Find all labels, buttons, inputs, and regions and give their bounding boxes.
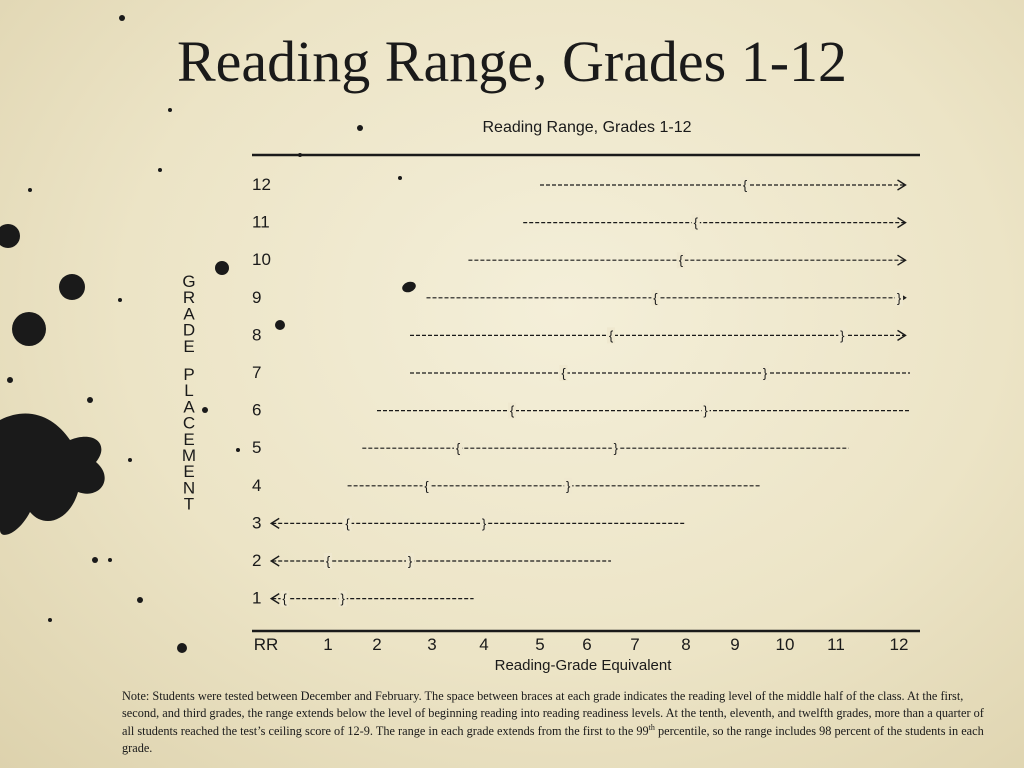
upper-quartile-brace: } <box>762 365 768 381</box>
range-row <box>523 215 905 231</box>
range-row <box>410 365 910 381</box>
y-tick-label: 3 <box>252 513 262 533</box>
ink-dot <box>137 597 143 603</box>
ink-dot <box>275 320 285 330</box>
y-tick-label: 11 <box>252 212 270 232</box>
upper-quartile-brace: } <box>407 553 413 569</box>
ink-splash <box>0 414 105 535</box>
upper-quartile-brace: } <box>566 478 571 494</box>
y-label-letter: G <box>182 272 196 291</box>
y-label-letter: L <box>184 381 194 401</box>
range-row <box>348 478 760 494</box>
y-label-letter: A <box>183 304 195 324</box>
ink-dot <box>401 280 418 294</box>
ink-dot <box>12 312 46 346</box>
x-axis-label: Reading-Grade Equivalent <box>494 657 672 674</box>
ink-dot <box>215 261 229 275</box>
ink-dot <box>119 15 125 21</box>
y-label-letter: E <box>183 429 195 449</box>
x-tick-label: 10 <box>775 635 795 654</box>
y-tick-label: 5 <box>252 438 262 458</box>
lower-quartile-brace: { <box>693 215 698 231</box>
y-label-letter: P <box>183 365 195 384</box>
upper-quartile-brace: } <box>481 515 487 531</box>
footnote-superscript: th <box>648 722 655 732</box>
range-row <box>271 553 611 569</box>
ink-dot <box>7 377 13 383</box>
x-tick-labels <box>254 635 909 654</box>
y-label-letter: D <box>182 320 196 340</box>
ink-dot <box>168 108 172 112</box>
lower-quartile-brace: { <box>678 252 684 268</box>
ink-dot <box>128 458 132 462</box>
lower-quartile-brace: { <box>282 591 287 607</box>
x-tick-label: RR <box>253 635 279 654</box>
y-tick-label: 8 <box>252 325 262 345</box>
range-row <box>540 177 906 193</box>
y-tick-label: 7 <box>252 363 262 382</box>
x-tick-label: 3 <box>427 635 437 654</box>
lower-quartile-brace: { <box>424 478 429 494</box>
ink-dot <box>92 557 98 563</box>
x-tick-label: 4 <box>479 635 489 654</box>
ink-dot <box>158 168 162 172</box>
y-tick-label: 10 <box>252 250 271 270</box>
footnote-text-end: percentile, so the range includes 98 percent of the students in each grade. <box>122 723 984 756</box>
lower-quartile-brace: { <box>345 515 350 531</box>
y-label-letter: E <box>183 462 195 482</box>
ink-dot <box>357 125 363 131</box>
y-label-letter: R <box>182 288 196 308</box>
range-row <box>427 290 906 306</box>
x-tick-label: 8 <box>681 635 691 654</box>
y-axis-label <box>182 272 196 514</box>
x-tick-label: 6 <box>582 635 592 654</box>
y-label-letter: C <box>182 413 196 433</box>
ink-dot <box>177 643 187 653</box>
y-tick-label: 1 <box>252 588 262 608</box>
y-tick-label: 4 <box>252 475 262 495</box>
x-tick-label: 7 <box>630 635 640 654</box>
y-label-letter: E <box>183 336 195 356</box>
range-row <box>468 252 905 268</box>
x-tick-label: 11 <box>827 635 845 654</box>
x-tick-label: 2 <box>372 635 382 654</box>
upper-quartile-brace: } <box>703 403 708 419</box>
y-label-letter: N <box>182 478 196 498</box>
lower-quartile-brace: { <box>653 290 658 306</box>
ink-dot <box>202 407 208 413</box>
range-rows <box>271 177 910 607</box>
ink-dot <box>236 448 240 452</box>
x-tick-label: 5 <box>535 635 545 654</box>
y-tick-label: 2 <box>252 551 262 570</box>
slide-title: Reading Range, Grades 1-12 <box>176 29 848 94</box>
ink-dot <box>0 224 20 248</box>
y-tick-label: 6 <box>252 400 262 420</box>
ink-dot <box>87 397 93 403</box>
ink-dot <box>59 274 85 300</box>
ink-dot <box>28 188 32 192</box>
ink-dot <box>398 176 402 180</box>
range-row <box>271 515 686 531</box>
lower-quartile-brace: { <box>509 403 515 419</box>
lower-quartile-brace: { <box>561 365 566 381</box>
x-tick-label: 12 <box>889 635 909 654</box>
x-tick-label: 1 <box>323 635 333 654</box>
upper-quartile-brace: } <box>340 591 345 607</box>
footnote-text: Note: Students were tested between December and February. The space between braces at each grade indicates the reading level of the middle half of the class. At the first, second, and third grades, the range extends below the level of beginning reading into reading readiness levels. At the tenth, eleventh, and twelfth grades, more than a quarter of all students reached the test’s ceiling score of 12-9. The range in each grade extends from the first to the 99 <box>122 689 984 738</box>
ink-dot <box>108 558 112 562</box>
upper-quartile-brace: } <box>896 290 902 306</box>
upper-quartile-brace: } <box>613 440 618 456</box>
lower-quartile-brace: { <box>742 177 748 193</box>
lower-quartile-brace: { <box>455 440 461 456</box>
y-tick-label: 12 <box>252 175 271 194</box>
y-tick-labels <box>252 175 271 608</box>
footnote <box>122 688 994 758</box>
ink-splatter-decoration <box>0 15 417 653</box>
upper-quartile-brace: } <box>840 327 845 343</box>
chart-title: Reading Range, Grades 1-12 <box>482 119 692 136</box>
range-row <box>410 327 906 343</box>
lower-quartile-brace: { <box>325 553 331 569</box>
y-label-letter: A <box>183 397 195 417</box>
range-row <box>271 591 473 607</box>
ink-dot <box>118 298 122 302</box>
range-row <box>362 440 848 456</box>
y-label-letter: T <box>183 494 195 514</box>
ink-dot <box>48 618 52 622</box>
y-label-letter: M <box>181 446 197 465</box>
y-tick-label: 9 <box>252 287 262 307</box>
lower-quartile-brace: { <box>608 327 614 343</box>
range-row <box>377 403 910 419</box>
x-tick-label: 9 <box>730 635 740 654</box>
